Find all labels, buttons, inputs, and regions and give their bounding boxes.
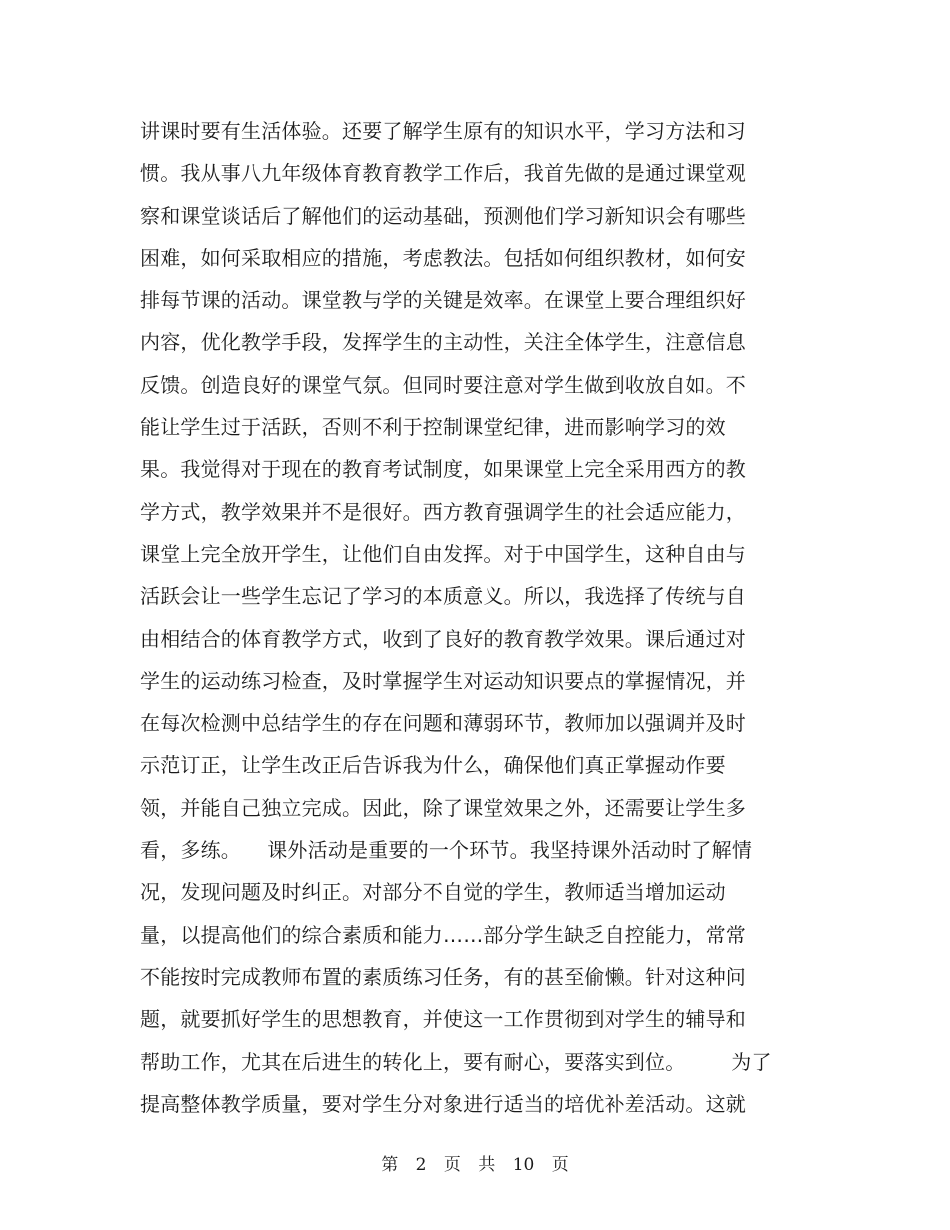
- text-line: 学生的运动练习检查，及时掌握学生对运动知识要点的掌握情况，并: [140, 668, 746, 693]
- text-line: 题，就要抓好学生的思想教育，并使这一工作贯彻到对学生的辅导和: [140, 1007, 746, 1032]
- text-line: 量，以提高他们的综合素质和能力……部分学生缺乏自控能力，常常: [140, 922, 746, 947]
- footer-total-word: 共: [478, 1155, 496, 1175]
- page-number-footer: [0, 1150, 950, 1175]
- text-line: 惯。我从事八九年级体育教育教学工作后，我首先做的是通过课堂观: [140, 161, 746, 186]
- footer-page-word: 页: [443, 1155, 461, 1175]
- text-line: 课堂上完全放开学生，让他们自由发挥。对于中国学生，这种自由与: [140, 541, 746, 566]
- text-line: 内容，优化教学手段，发挥学生的主动性，关注全体学生，注意信息: [140, 330, 746, 355]
- footer-suffix: 页: [551, 1155, 569, 1175]
- text-line: 能让学生过于活跃，否则不利于控制课堂纪律，进而影响学习的效: [140, 415, 726, 440]
- current-page-number: 2: [415, 1155, 427, 1175]
- text-line: 帮助工作，尤其在后进生的转化上，要有耐心，要落实到位。 为了: [140, 1049, 772, 1074]
- text-line: 看，多练。 课外活动是重要的一个环节。我坚持课外活动时了解情: [140, 838, 753, 863]
- footer-prefix: 第: [381, 1155, 399, 1175]
- text-line: 不能按时完成教师布置的素质练习任务，有的甚至偷懒。针对这种问: [140, 964, 746, 989]
- text-line: 示范订正，让学生改正后告诉我为什么，确保他们真正掌握动作要: [140, 753, 726, 778]
- text-line: 学方式，教学效果并不是很好。西方教育强调学生的社会适应能力，: [140, 499, 746, 524]
- text-line: 领，并能自己独立完成。因此，除了课堂效果之外，还需要让学生多: [140, 795, 746, 820]
- text-line: 察和课堂谈话后了解他们的运动基础，预测他们学习新知识会有哪些: [140, 203, 746, 228]
- text-line: 在每次检测中总结学生的存在问题和薄弱环节，教师加以强调并及时: [140, 711, 746, 736]
- total-pages-number: 10: [512, 1155, 535, 1175]
- text-line: 反馈。创造良好的课堂气氛。但同时要注意对学生做到收放自如。不: [140, 372, 746, 397]
- text-line: 活跃会让一些学生忘记了学习的本质意义。所以，我选择了传统与自: [140, 584, 746, 609]
- text-line: 由相结合的体育教学方式，收到了良好的教育教学效果。课后通过对: [140, 626, 746, 651]
- text-line: 况，发现问题及时纠正。对部分不自觉的学生，教师适当增加运动: [140, 880, 726, 905]
- text-line: 果。我觉得对于现在的教育考试制度，如果课堂上完全采用西方的教: [140, 457, 746, 482]
- text-line: 讲课时要有生活体验。还要了解学生原有的知识水平，学习方法和习: [140, 119, 746, 143]
- body-text: [140, 110, 820, 1125]
- text-line: 排每节课的活动。课堂教与学的关键是效率。在课堂上要合理组织好: [140, 288, 746, 313]
- text-line: 困难，如何采取相应的措施，考虑教法。包括如何组织教材，如何安: [140, 245, 746, 270]
- text-line: 提高整体教学质量，要对学生分对象进行适当的培优补差活动。这就: [140, 1091, 746, 1116]
